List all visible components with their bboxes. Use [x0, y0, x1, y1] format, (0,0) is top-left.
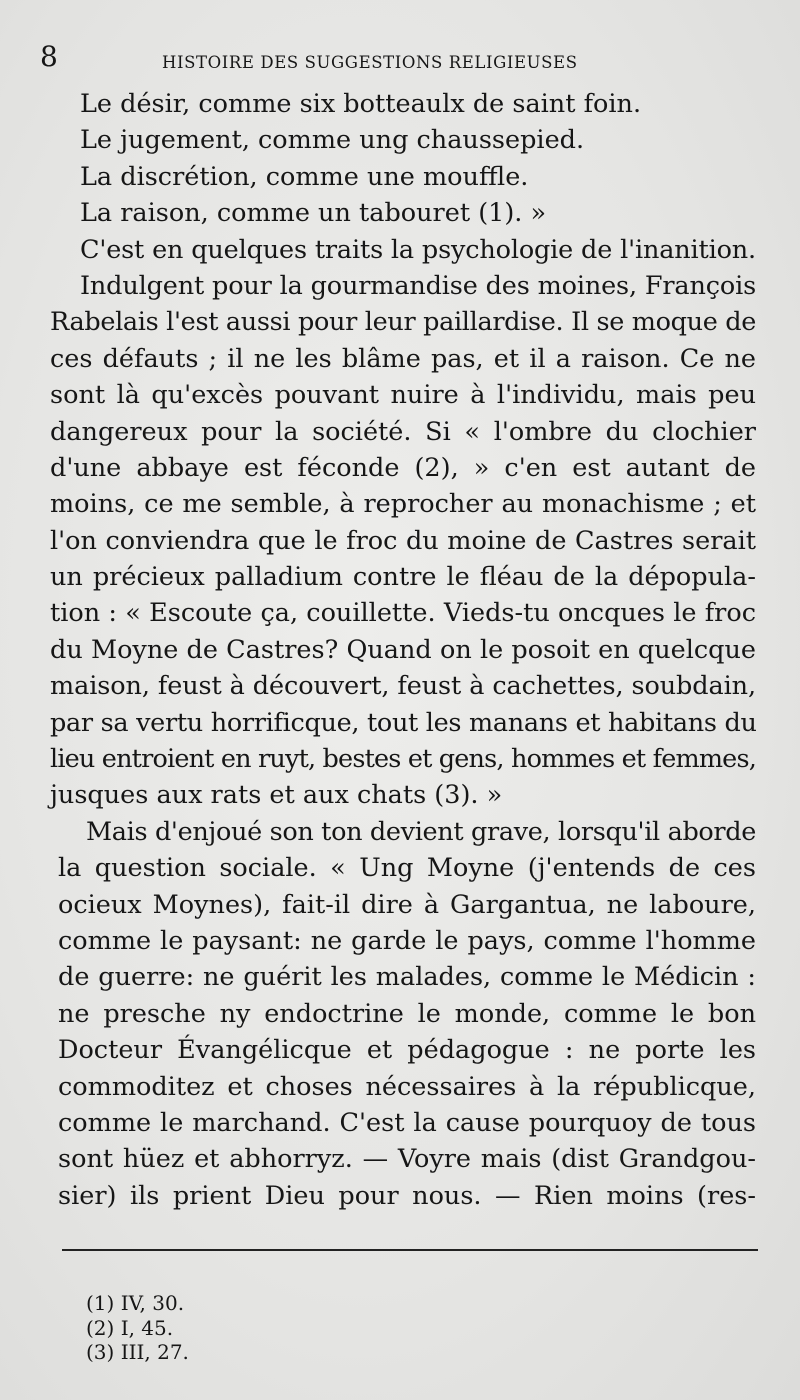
text-line: Rabelais l'est aussi pour leur paillardise. Il se moque de — [50, 307, 757, 338]
text-line: lieu entroient en ruyt, bestes et gens, hommes et femmes, — [50, 744, 756, 775]
text-line: La raison, comme un tabouret (1). » — [80, 198, 547, 229]
text-line: ces défauts ; il ne les blâme pas, et il a raison. Ce ne — [50, 343, 756, 374]
text-line: dangereux pour la société. Si « l'ombre du clochier — [50, 416, 756, 447]
text-line: la question sociale. « Ung Moyne (j'entends de ces — [58, 853, 756, 884]
text-line: Mais d'enjoué son ton devient grave, lorsqu'il aborde — [86, 816, 757, 847]
text-line: Docteur Évangélicque et pédagogue : ne porte les — [58, 1035, 756, 1066]
text-line: sier) ils prient Dieu pour nous. — Rien moins (res- — [58, 1180, 756, 1211]
text-line: sont hüez et abhorryz. — Voyre mais (dist Grandgou- — [58, 1144, 756, 1175]
text-line: tion : « Escoute ça, couillette. Vieds-tu oncques le froc — [50, 598, 756, 629]
text-line: un précieux palladium contre le fléau de la dépopula- — [50, 562, 756, 593]
text-line: moins, ce me semble, à reprocher au monachisme ; et — [50, 489, 756, 520]
text-line: ne presche ny endoctrine le monde, comme le bon — [58, 998, 756, 1029]
text-line: Le désir, comme six botteaulx de saint foin. — [80, 89, 642, 119]
body-text — [50, 86, 756, 1214]
footnote: (1) IV, 30. — [86, 1291, 185, 1315]
text-line: d'une abbaye est féconde (2), » c'en est autant de — [50, 452, 756, 483]
text-line: comme le marchand. C'est la cause pourquoy de tous — [58, 1107, 756, 1138]
footnote-rule — [62, 1249, 758, 1251]
text-line: du Moyne de Castres? Quand on le posoit en quelcque — [50, 634, 756, 665]
text-line: C'est en quelques traits la psychologie de l'inanition. — [80, 234, 756, 265]
footnotes — [86, 1291, 189, 1365]
text-line: commoditez et choses nécessaires à la républicque, — [58, 1071, 756, 1102]
text-line: ocieux Moynes), fait-il dire à Gargantua, ne laboure, — [58, 889, 756, 920]
text-line: maison, feust à découvert, feust à cachettes, soubdain, — [50, 671, 757, 702]
footnote: (3) III, 27. — [86, 1340, 189, 1364]
text-line: Le jugement, comme ung chaussepied. — [80, 125, 585, 156]
text-line: de guerre: ne guérit les malades, comme le Médicin : — [58, 962, 756, 993]
text-line: sont là qu'excès pouvant nuire à l'individu, mais peu — [50, 380, 756, 411]
text-line: La discrétion, comme une mouffle. — [80, 161, 529, 192]
running-title: HISTOIRE DES SUGGESTIONS RELIGIEUSES — [162, 53, 578, 72]
footnote: (2) I, 45. — [86, 1315, 174, 1340]
text-line: jusques aux rats et aux chats (3). » — [50, 780, 503, 811]
page-number: 8 — [40, 40, 58, 73]
text-line: l'on conviendra que le froc du moine de Castres serait — [50, 525, 756, 556]
text-line: comme le paysant: ne garde le pays, comme l'homme — [58, 925, 756, 956]
text-line: par sa vertu horrificque, tout les manans et habitans du — [50, 707, 757, 738]
text-line: Indulgent pour la gourmandise des moines, François — [80, 270, 756, 301]
